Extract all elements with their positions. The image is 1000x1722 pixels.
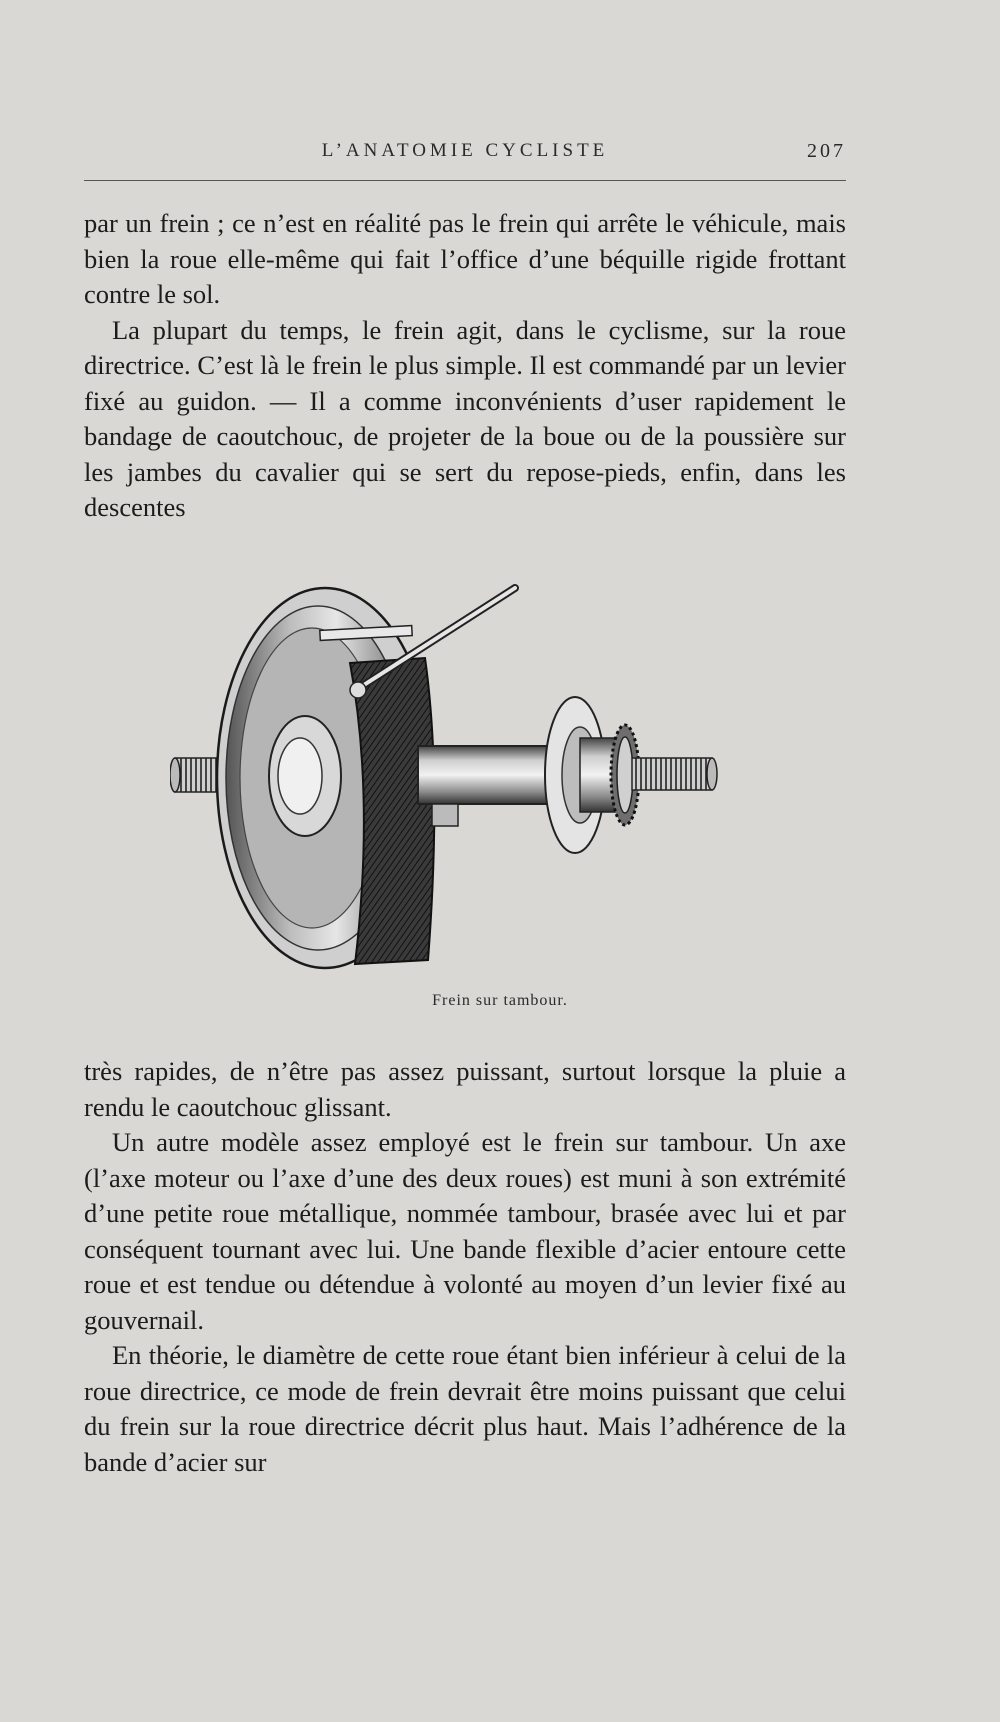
paragraph: très rapides, de n’être pas assez puissant, surtout lorsque la pluie a rendu le caoutchouc glissant.	[84, 1056, 846, 1122]
paragraph: par un frein ; ce n’est en réalité pas le frein qui arrête le véhicule, mais bien la roue elle-même qui fait l’office d’une béquille rigide frottant contre le sol.	[84, 208, 846, 309]
paragraph: La plupart du temps, le frein agit, dans le cyclisme, sur la roue directrice. C’est là le frein le plus simple. Il est commandé par un levier fixé au guidon. — Il a comme inconvénients d’user rapidement le bandage de caoutchouc, de projeter de la boue ou de la poussière sur les jambes du cavalier qui se sert du repose-pieds, enfin, dans les descentes	[84, 314, 846, 522]
right-flange	[545, 697, 620, 853]
figure-caption: Frein sur tambour.	[432, 992, 568, 1009]
drum-brake-illustration	[170, 578, 750, 973]
text-block-top	[84, 206, 846, 526]
page-header	[84, 140, 846, 174]
text-block-bottom	[84, 1054, 846, 1480]
right-threaded-end	[632, 758, 717, 790]
paragraph: En théorie, le diamètre de cette roue étant bien inférieur à celui de la roue directrice, ce mode de frein devrait être moins puissant que celui du frein sur la roue directrice décrit plus haut. Mais l’adhérence de la bande d’acier sur	[84, 1340, 846, 1477]
page-number: 207	[807, 140, 846, 162]
paragraph: Un autre modèle assez employé est le frein sur tambour. Un axe (l’axe moteur ou l’axe d’une des deux roues) est muni à son extrémité d’une petite roue métallique, nommée tambour, brasée avec lui et par conséquent tournant avec lui. Une bande flexible d’acier entoure cette roue et est tendue ou détendue à volonté au moyen d’un levier fixé au gouvernail.	[84, 1127, 846, 1335]
running-title: L’ANATOMIE CYCLISTE	[321, 140, 609, 161]
header-rule	[84, 180, 846, 181]
